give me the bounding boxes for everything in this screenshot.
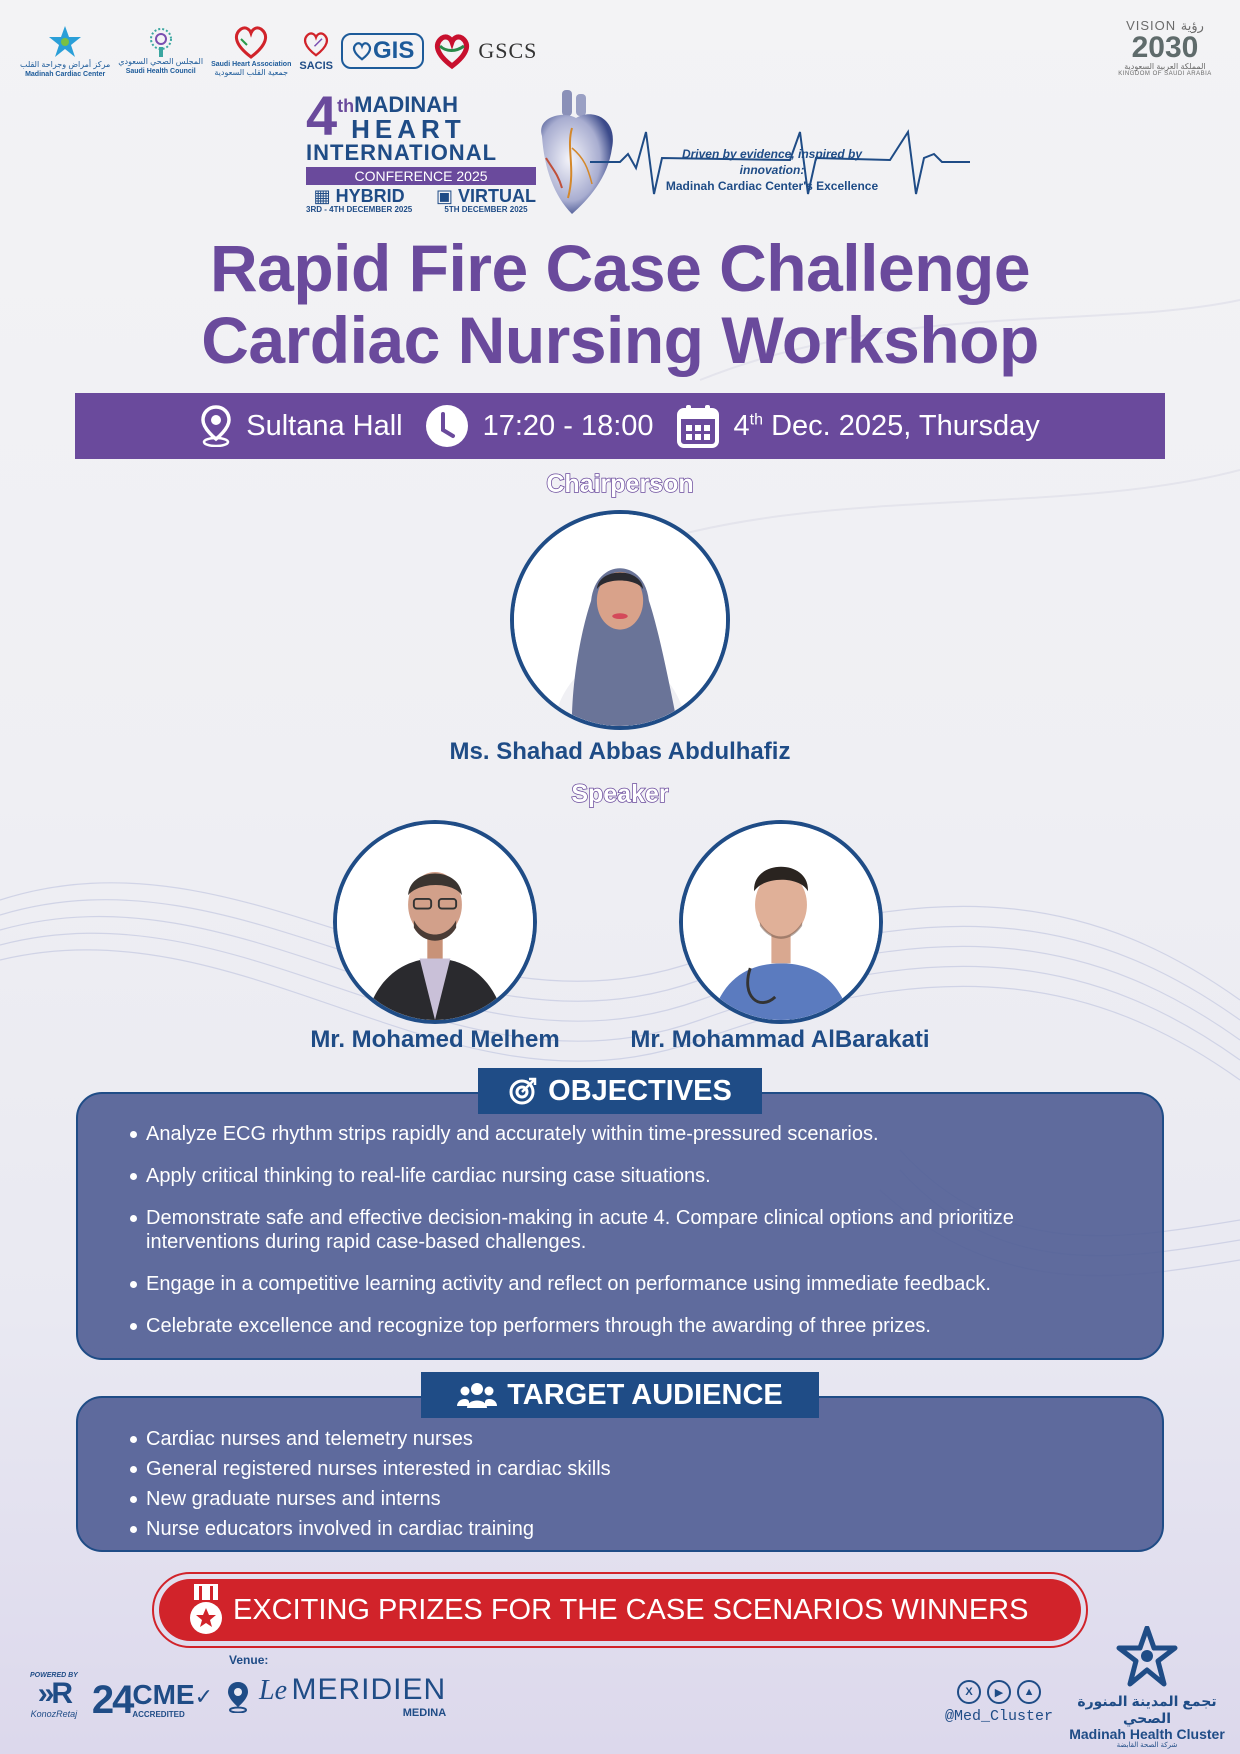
hybrid-mode: ▦ HYBRID 3RD - 4TH DECEMBER 2025	[306, 186, 413, 214]
location-pin-icon	[227, 1681, 249, 1713]
clock-icon	[425, 404, 469, 448]
session-info-bar	[75, 393, 1165, 459]
person-portrait-image	[337, 824, 533, 1020]
virtual-mode: ▣ VIRTUAL 5TH DECEMBER 2025	[435, 186, 536, 214]
person-portrait-image	[514, 514, 726, 726]
speaker-2-photo	[679, 820, 883, 1024]
prizes-banner: EXCITING PRIZES FOR THE CASE SCENARIOS WINNERS	[152, 1572, 1088, 1648]
social-handle: @Med_Cluster	[945, 1708, 1054, 1725]
heart-outline-icon	[351, 41, 373, 61]
objective-item: Demonstrate safe and effective decision-making in acute 4. Compare clinical options and prioritize interventions during rapid case-based challenges.	[130, 1206, 1122, 1254]
social-links	[945, 1680, 1053, 1725]
speaker-label: Speaker	[571, 780, 669, 808]
gis-logo: GIS	[341, 33, 424, 69]
star-flower-icon	[46, 24, 84, 60]
cme-accredited-badge: 24 CME✓ ACCREDITED	[91, 1678, 214, 1722]
audience-heading: TARGET AUDIENCE	[421, 1372, 819, 1418]
audience-icon: ▦	[313, 186, 331, 206]
chairperson-label: Chairperson	[546, 470, 694, 498]
konoz-retaj-icon: »R	[37, 1677, 71, 1710]
audience-item: General registered nurses interested in cardiac skills	[130, 1454, 1122, 1484]
checkmark-icon: ✓	[194, 1684, 214, 1709]
users-group-icon	[457, 1382, 497, 1408]
objectives-heading: OBJECTIVES	[478, 1068, 762, 1114]
medal-icon	[189, 1584, 223, 1636]
objective-item: Analyze ECG rhythm strips rapidly and accurately within time-pressured scenarios.	[130, 1122, 1122, 1146]
audience-item: Nurse educators involved in cardiac training	[130, 1514, 1122, 1544]
gscs-logo: GSCS	[432, 32, 537, 70]
radar-icon	[146, 27, 176, 57]
chairperson-photo	[510, 510, 730, 730]
star-flower-icon	[1115, 1626, 1179, 1688]
audience-panel	[76, 1396, 1164, 1552]
objective-item: Apply critical thinking to real-life cardiac nursing case situations.	[130, 1164, 1122, 1188]
page-title: Rapid Fire Case Challenge Cardiac Nursing Workshop	[201, 231, 1039, 377]
saudi-heart-association-logo: Saudi Heart Association جمعية القلب السعودية	[211, 25, 291, 77]
snapchat-icon[interactable]: ▲	[1017, 1680, 1041, 1704]
monitor-icon: ▣	[435, 186, 453, 206]
person-portrait-image	[683, 824, 879, 1020]
heart-icon	[231, 25, 271, 59]
objective-item: Celebrate excellence and recognize top performers through the awarding of three prizes.	[130, 1314, 1122, 1338]
saudi-health-council-logo: المجلس الصحي السعودي Saudi Health Council	[118, 27, 203, 75]
speaker-1-photo	[333, 820, 537, 1024]
madinah-health-cluster-logo: تجمع المدينة المنورة الصحي Madinah Health Cluster شركة الصحة القابضة	[1062, 1626, 1232, 1749]
heart-icon	[301, 30, 331, 58]
footer-sponsors	[30, 1653, 447, 1722]
powered-by-logo: POWERED BY »R KonozRetaj	[30, 1672, 78, 1719]
x-twitter-icon[interactable]: X	[957, 1680, 981, 1704]
objective-item: Engage in a competitive learning activity and reflect on performance using immediate feedback.	[130, 1272, 1122, 1296]
sacis-logo: SACIS	[299, 30, 333, 72]
time-info: 17:20 - 18:00	[425, 404, 654, 448]
youtube-icon[interactable]: ▶	[987, 1680, 1011, 1704]
venue-logo: Venue: Le MERIDIEN MEDINA	[229, 1653, 447, 1719]
vision-2030-logo: VISION رؤية 2030 المملكة العربية السعودية KINGDOM OF SAUDI ARABIA	[1118, 18, 1212, 77]
conference-tagline: Driven by evidence, inspired by innovation: Madinah Cardiac Center's Excellence	[665, 147, 879, 193]
location-info: Sultana Hall	[200, 405, 402, 447]
location-pin-icon	[200, 405, 232, 447]
conference-logo: 4 th MADINAH HEART INTERNATIONAL CONFERENCE 2025 ▦ HYBRID 3RD - 4TH DECEMBER 2025 ▣ VIRTUAL 5TH DECEMBER 2025	[306, 84, 536, 214]
speaker-1-name: Mr. Mohamed Melhem	[310, 1026, 560, 1053]
target-icon	[508, 1076, 538, 1106]
audience-item: Cardiac nurses and telemetry nurses	[130, 1424, 1122, 1454]
speaker-2-name: Mr. Mohammad AlBarakati	[630, 1026, 930, 1053]
chairperson-name: Ms. Shahad Abbas Abdulhafiz	[449, 738, 791, 765]
objectives-panel	[76, 1092, 1164, 1360]
calendar-icon	[676, 403, 720, 449]
audience-list	[78, 1398, 1162, 1544]
audience-item: New graduate nurses and interns	[130, 1484, 1122, 1514]
objectives-list	[78, 1094, 1162, 1338]
madinah-cardiac-center-logo: مركز أمراض وجراحة القلب Madinah Cardiac Center	[20, 24, 110, 78]
date-info: 4th Dec. 2025, Thursday	[676, 403, 1040, 449]
partner-logos	[20, 20, 537, 82]
flag-heart-icon	[432, 32, 472, 70]
